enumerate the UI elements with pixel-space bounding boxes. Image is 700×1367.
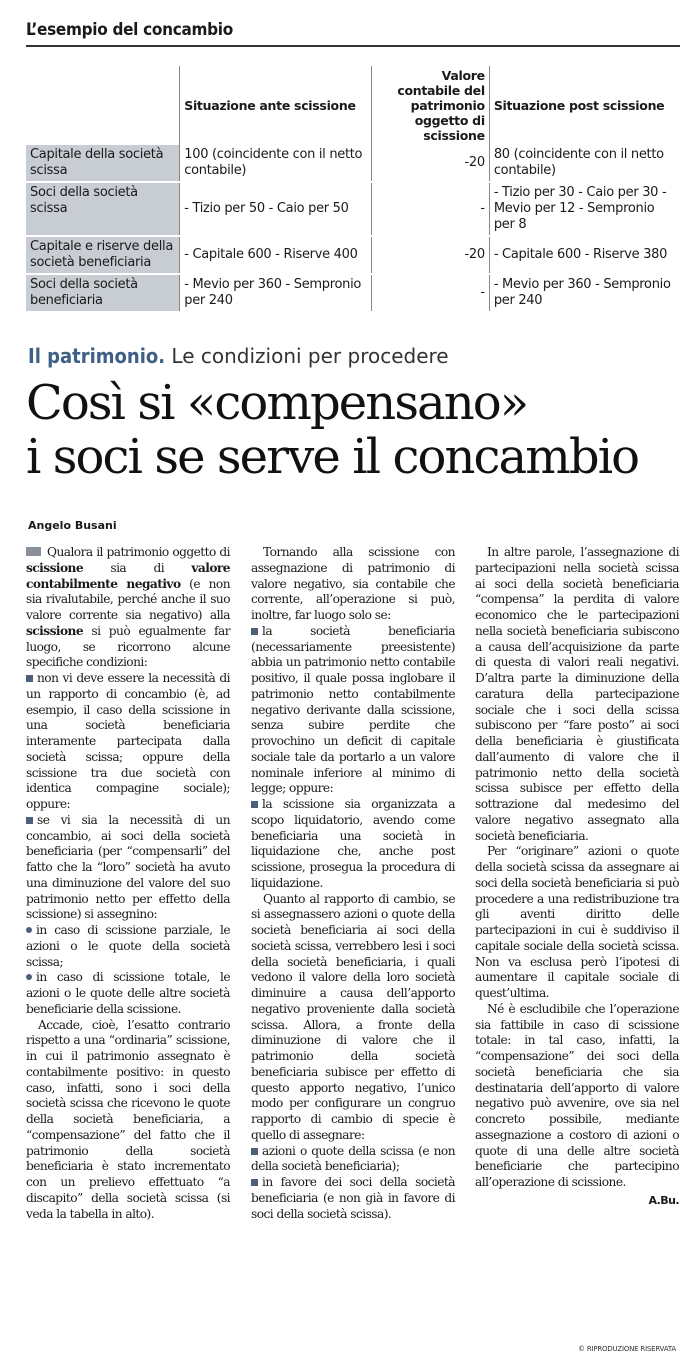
square-bullet-icon [26,817,33,824]
signature: A.Bu. [648,1193,679,1207]
cell-post: 80 (coincidente con il netto contabile) [489,145,680,182]
paragraph: Tornando alla scissione con assegnazione di patrimonio di valore negativo, sia contabile che corrente, all’operazione si può, inoltre, far luogo solo se: [251,545,455,622]
bullet-item: se vi sia la necessità di un concambio, ai soci della società beneficiaria (per “compensarli” del fatto che la “loro” società ha avuto una diminuzione del valore del suo patrimonio netto per effetto della scissione) si assegnino: [26,812,230,922]
cell-ante: - Tizio per 50 - Caio per 50 [180,182,372,236]
cell-post: - Mevio per 360 - Sempronio per 240 [489,274,680,312]
paragraph: Qualora il patrimonio oggetto di scissione sia di valore contabilmente negativo (e non sia rivalutabile, perché anche il suo valore corrente sia negativo) alla scissione si può egualmente far luogo, se ricorrono alcune specifiche condizioni: [26,545,231,670]
bullet-item: azioni o quote della scissa (e non della società beneficiaria); [251,1143,455,1174]
square-bullet-icon [251,1179,258,1186]
table-title: L’esempio del concambio [26,20,233,40]
table-header-row [26,66,680,145]
sub-bullet-item: in caso di scissione totale, le azioni o le quote delle altre società beneficiarie della scissione. [26,970,230,1016]
row-label: Capitale della società scissa [26,145,180,182]
dot-bullet-icon [26,927,32,933]
article-body [26,545,680,1335]
cell-value: - [371,182,489,236]
copyright-notice: © RIPRODUZIONE RISERVATA [578,1345,676,1353]
kicker-rest: Le condizioni per procedere [171,344,449,368]
table-row [26,145,680,182]
article-headline [26,376,686,484]
square-bullet-icon [251,1148,258,1155]
bullet-item: la scissione sia organizzata a scopo liquidatorio, avendo come beneficiaria una società in liquidazione che, anche post scissione, prosegua la procedura di liquidazione. [251,797,455,890]
paragraph: Né è escludibile che l’operazione sia fattibile in caso di scissione totale: in tal caso, infatti, la “compensazione” dei soci della società beneficiaria che sia destinataria dell’apporto di valore negativo può avvenire, ove sia nel concreto possibile, mediante assegnazione a costoro di azioni o quote di una delle altre società beneficiarie che partecipino all’operazione di scissione. [475,1001,679,1189]
table-header-empty [26,66,180,145]
bullet-item: non vi deve essere la necessità di un rapporto di concambio (è, ad esempio, il caso della scissione in una società beneficiaria interamente partecipata dalla società scissa; oppure della scissione tra due società con identica compagine sociale); oppure: [26,671,230,811]
table-row [26,182,680,236]
dot-bullet-icon [26,974,32,980]
headline-line-2: i soci se serve il concambio [26,429,639,485]
paragraph: Accade, cioè, l’esatto contrario rispetto a una “ordinaria” scissione, in cui il patrimonio assegnato è contabilmente positivo: in questo caso, infatti, sono i soci della società scissa che ricevono le quote della società beneficiaria, a “compensazione” del fatto che il patrimonio della società beneficiaria è stato incrementato con un prelievo effettuato “a discapito” della società scissa (si veda la tabella in alto). [26,1017,230,1221]
sub-bullet-item: in caso di scissione parziale, le azioni o le quote della società scissa; [26,923,230,969]
column-1 [26,545,230,1222]
square-bullet-icon [251,628,258,635]
square-bullet-icon [26,675,33,682]
table-header-value: Valore contabile del patrimonio oggetto di scissione [371,66,489,145]
row-label: Capitale e riserve della società beneficiaria [26,236,180,274]
table-row [26,236,680,274]
row-label: Soci della società beneficiaria [26,274,180,312]
concambio-table [26,66,680,313]
table-header-post: Situazione post scissione [489,66,680,145]
column-2 [251,545,455,1222]
bullet-item: la società beneficiaria (necessariamente preesistente) abbia un patrimonio netto contabile positivo, il quale possa inglobare il patrimonio netto contabilmente negativo derivante dalla scissione, senza subire perdite che provochino un deficit di capitale sociale tale da portarlo a un valore nominale inferiore al minimo di legge; oppure: [251,623,455,796]
article-kicker [28,344,449,368]
cell-post: - Capitale 600 - Riserve 380 [489,236,680,274]
cell-value: - [371,274,489,312]
cell-ante: - Capitale 600 - Riserve 400 [180,236,372,274]
row-label: Soci della società scissa [26,182,180,236]
title-rule [26,45,680,47]
lead-square-icon [26,547,41,556]
table-row [26,274,680,312]
cell-ante: 100 (coincidente con il netto contabile) [180,145,372,182]
square-bullet-icon [251,801,258,808]
bullet-item: in favore dei soci della società beneficiaria (e non già in favore di soci della società scissa). [251,1175,455,1221]
cell-post: - Tizio per 30 - Caio per 30 - Mevio per 12 - Sempronio per 8 [489,182,680,236]
cell-value: -20 [371,145,489,182]
paragraph: Quanto al rapporto di cambio, se si assegnassero azioni o quote della società beneficiaria ai soci della società scissa, verrebbero lesi i soci della società beneficiaria, i quali vedono il valore della loro società diminuire a causa dell’apporto negativo proveniente dalla società scissa. Allora, a fronte della diminuzione di valore che il patrimonio della società beneficiaria subisce per effetto di questo apporto negativo, l’unico modo per configurare un congruo rapporto di cambio di specie è quello di assegnare: [251,891,455,1142]
headline-line-1: Così si «compensano» [26,375,528,431]
column-3 [475,545,679,1209]
cell-value: -20 [371,236,489,274]
paragraph: In altre parole, l’assegnazione di partecipazioni nella società scissa ai soci della società beneficiaria “compensa” la perdita di valore economico che le partecipazioni nella società beneficiaria subiscono a causa dell’acquisizione da parte di questa di valori reali negativi. D’altra parte la diminuzione della caratura della partecipazione sociale che i soci della scissa subiscono per “fare posto” ai soci della beneficiaria è giustificata dall’aumento di valore che il patrimonio netto della società scissa subisce per effetto della sottrazione dal medesimo del valore negativo assegnato alla società beneficiaria. [475,545,679,843]
kicker-bold: Il patrimonio. [28,344,166,368]
cell-ante: - Mevio per 360 - Sempronio per 240 [180,274,372,312]
byline: Angelo Busani [28,519,117,532]
table-header-ante: Situazione ante scissione [180,66,372,145]
paragraph: Per “originare” azioni o quote della società scissa da assegnare ai soci della società beneficiaria si può procedere a una redistribuzione tra gli aventi diritto delle partecipazioni in cui è suddiviso il capitale sociale della società scissa. Non va esclusa però l’ipotesi di aumentare il capitale sociale di quest’ultima. [475,844,679,1000]
